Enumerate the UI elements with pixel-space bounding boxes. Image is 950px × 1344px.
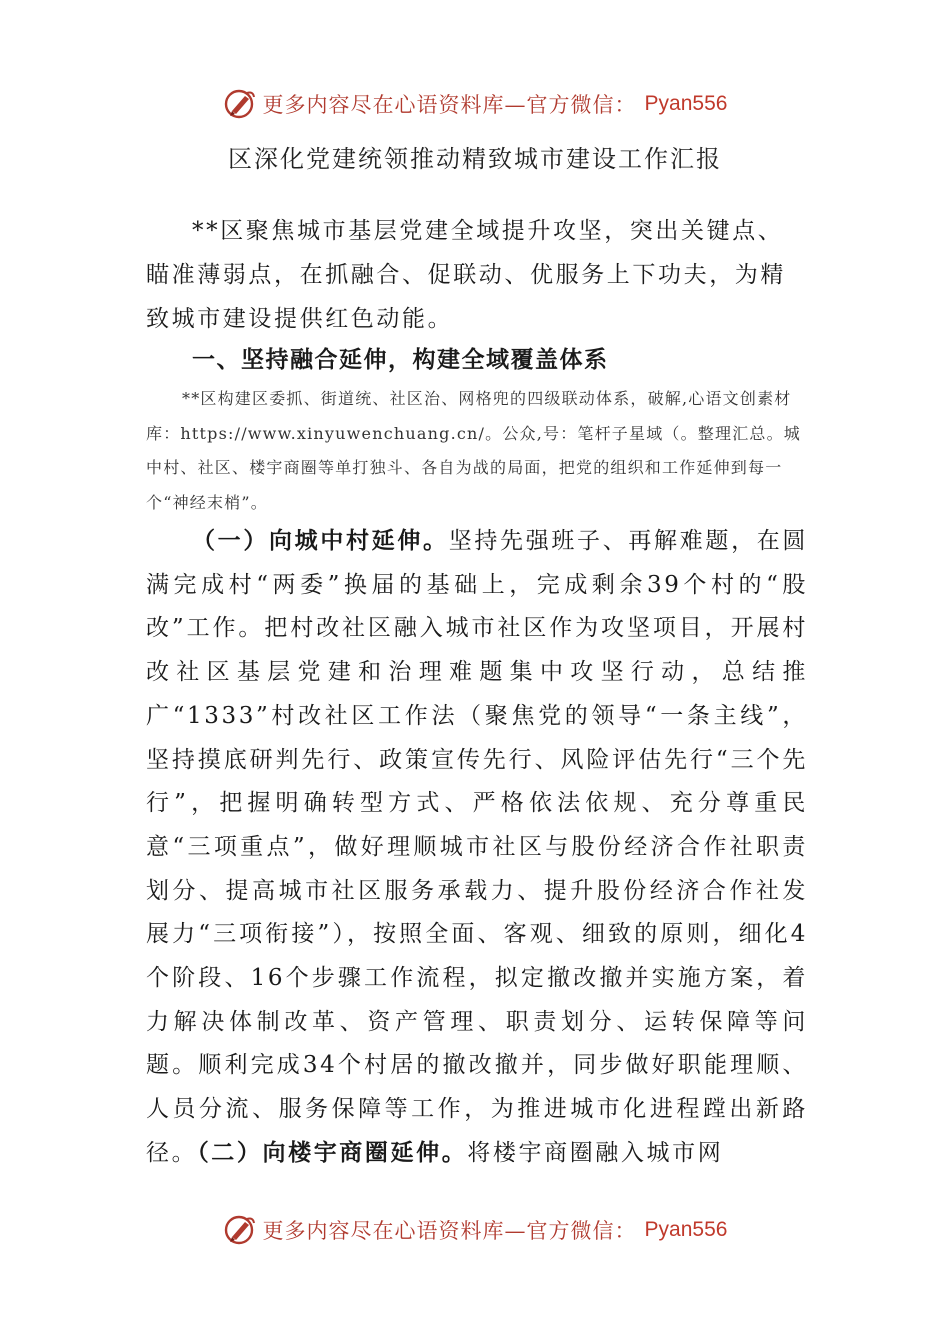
subheading-2: （二）向楼宇商圈延伸。 [197, 1139, 468, 1166]
banner-wechat-id: Pyan556 [644, 92, 728, 115]
footer-banner [0, 1208, 950, 1252]
document-title: 区深化党建统领推动精致城市建设工作汇报 [228, 145, 722, 173]
section-heading-1: 一、坚持融合延伸，构建全域覆盖体系 [192, 347, 609, 373]
intro-paragraph: **区聚焦城市基层党建全域提升攻坚，突出关键点、瞄准薄弱点，在抓融合、促联动、优服务上下功夫，为精致城市建设提供红色动能。 [146, 218, 786, 332]
header-banner [0, 82, 950, 126]
banner-wechat-id: Pyan556 [644, 1218, 728, 1241]
banner-text: 更多内容尽在心语资料库—官方微信： [262, 1219, 637, 1243]
pen-logo-icon [223, 87, 257, 121]
note-paragraph: **区构建区委抓、街道统、社区治、网格兜的四级联动体系，破解,心语文创素材库：https://www.xinyuwenchuang.cn/。公众,号：笔杆子星域（。整理汇总。城中村、社区、楼宇商圈等单打独斗、各自为战的局面，把党的组织和工作延伸到每一个“神经末梢”。 [146, 389, 802, 512]
subheading-1: （一）向城中村延伸。 [192, 528, 449, 554]
banner-text: 更多内容尽在心语资料库—官方微信： [262, 93, 637, 117]
pen-logo-icon [223, 1213, 257, 1247]
subsection-2-text: 将楼宇商圈融入城市网 [467, 1139, 724, 1166]
subsection-1-text: 坚持先强班子、再解难题，在圆满完成村“两委”换届的基础上，完成剩余39个村的“股改”工作。把村改社区融入城市社区作为攻坚项目，开展村改社区基层党建和治理难题集中攻坚行动，总结推广“1333”村改社区工作法（聚焦党的领导“一条主线”，坚持摸底研判先行、政策宣传先行、风险评估先行“三个先行”，把握明确转型方式、严格依法依规、充分尊重民意“三项重点”，做好理顺城市社区与股份经济合作社职责划分、提高城市社区服务承载力、提升股份经济合作社发展力“三项衔接”），按照全面、客观、细致的原则，细化4个阶段、16个步骤工作流程，拟定撤改撤并实施方案，着力解决体制改革、资产管理、职责划分、运转保障等问题。顺利完成34个村居的撤改撤并，同步做好职能理顺、人员分流、服务保障等工作，为推进城市化进程蹚出新路径。 [146, 528, 809, 1166]
body-paragraph [146, 520, 808, 1176]
